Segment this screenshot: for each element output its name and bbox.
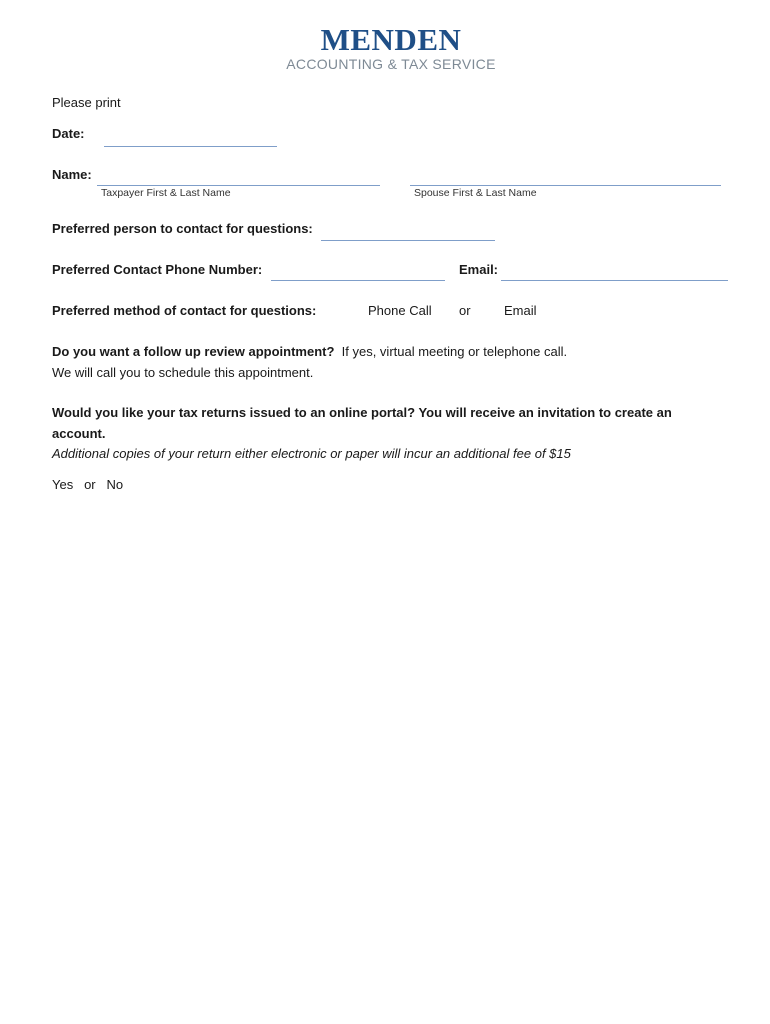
portal-or-text: or — [84, 477, 96, 492]
portal-question-line1: Would you like your tax returns issued to an online portal? You will receive an invitation to create an — [52, 405, 672, 420]
followup-note: We will call you to schedule this appointment. — [52, 365, 314, 380]
date-field[interactable] — [104, 146, 277, 147]
email-label: Email: — [459, 262, 499, 277]
preferred-person-label: Preferred person to contact for questions: — [52, 221, 313, 236]
method-or-text: or — [459, 303, 471, 318]
name-label: Name: — [52, 167, 92, 182]
followup-question: Do you want a follow up review appointment? — [52, 344, 335, 359]
email-field[interactable] — [501, 280, 728, 281]
phone-call-option[interactable]: Phone Call — [368, 303, 432, 318]
phone-label: Preferred Contact Phone Number: — [52, 262, 263, 277]
portal-yes-option[interactable]: Yes — [52, 477, 74, 492]
company-logo-name: MENDEN — [320, 22, 462, 57]
please-print-instruction: Please print — [52, 95, 121, 110]
taxpayer-name-caption: Taxpayer First & Last Name — [101, 187, 231, 199]
portal-answer-row — [52, 477, 123, 492]
phone-field[interactable] — [271, 280, 445, 281]
taxpayer-name-field[interactable] — [97, 185, 380, 186]
spouse-name-field[interactable] — [410, 185, 721, 186]
preferred-person-field[interactable] — [321, 240, 495, 241]
followup-line — [52, 344, 567, 359]
contact-method-label: Preferred method of contact for questions: — [52, 303, 317, 318]
date-label: Date: — [52, 126, 85, 141]
portal-no-option[interactable]: No — [106, 477, 124, 492]
portal-question-line2: account. — [52, 426, 106, 441]
followup-detail: If yes, virtual meeting or telephone call. — [341, 344, 568, 359]
company-logo-subtitle: ACCOUNTING & TAX SERVICE — [286, 56, 496, 72]
spouse-name-caption: Spouse First & Last Name — [414, 187, 537, 199]
additional-copies-fee-note: Additional copies of your return either electronic or paper will incur an additional fee of $15 — [52, 446, 571, 461]
email-option[interactable]: Email — [504, 303, 537, 318]
